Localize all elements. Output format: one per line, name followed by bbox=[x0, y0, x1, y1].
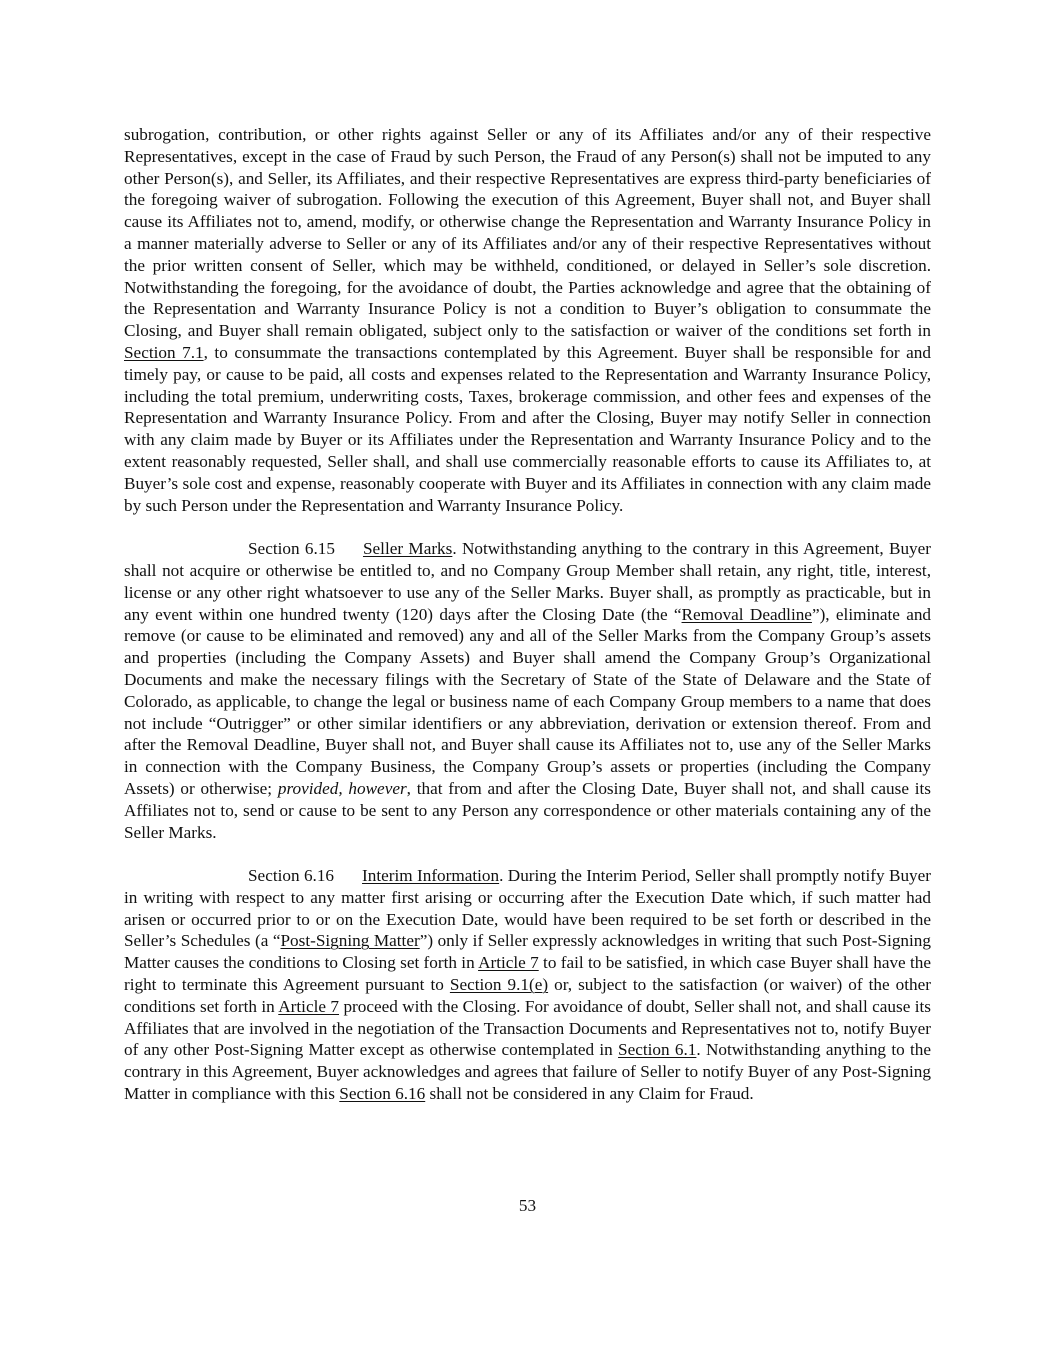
section-heading-seller-marks: Seller Marks bbox=[362, 539, 453, 559]
text-run: . During the Interim Period, Seller shall promptly notify Buyer in writing with respect to any matter first arising or occurring after the Execution Date which, if such matter had arisen or occurred prior to or on the Execution Date, would have been required to be set forth or described in the Seller’s Schedules (a “ bbox=[124, 866, 931, 951]
text-run: , to consummate the transactions contemplated by this Agreement. Buyer shall be responsible for and timely pay, or cause to be paid, all costs and expenses related to the Representation and Warranty Insurance Policy, including the total premium, underwriting costs, Taxes, brokerage commission, and other fees and expenses of the Representation and Warranty Insurance Policy. From and after the Closing, Buyer may notify Seller in connection with any claim made by Buyer or its Affiliates under the Representation and Warranty Insurance Policy and to the extent reasonably requested, Seller shall, and shall use commercially reasonable efforts to cause its Affiliates to, at Buyer’s sole cost and expense, reasonably cooperate with Buyer and its Affiliates in connection with any claim made by such Person under the Representation and Warranty Insurance Policy. bbox=[124, 342, 931, 515]
cross-reference-section-6-16: Section 6.16 bbox=[339, 1084, 426, 1104]
paragraph-section-6-15 bbox=[124, 538, 931, 843]
page-number: 53 bbox=[518, 1196, 537, 1215]
proviso-italic: provided, however bbox=[277, 778, 407, 798]
defined-term-removal-deadline: Removal Deadline bbox=[681, 604, 812, 624]
section-number: Section 6.16 bbox=[248, 866, 335, 886]
text-run: shall not be considered in any Claim for Fraud. bbox=[425, 1084, 754, 1104]
text-run: ”) only if Seller expressly acknowledges in writing that such Post-Signing Matter causes the conditions to Closing set forth in bbox=[124, 931, 931, 973]
cross-reference-section-7-1: Section 7.1 bbox=[124, 342, 204, 362]
cross-reference-section-9-1-e: Section 9.1(e) bbox=[449, 975, 549, 995]
cross-reference-article-7: Article 7 bbox=[278, 996, 340, 1016]
paragraph-rw-insurance-continued bbox=[124, 124, 931, 516]
section-heading-interim-information: Interim Information bbox=[362, 866, 500, 886]
text-run: , that from and after the Closing Date, Buyer shall not, and shall cause its Affiliates not to, send or cause to be sent to any Person any correspondence or other materials containing any of the Seller Marks. bbox=[124, 778, 931, 842]
text-run: ”), eliminate and remove (or cause to be eliminated and removed) any and all of the Seller Marks from the Company Group’s assets and properties (including the Company Assets) and Buyer shall amend the Company Group’s Organizational Documents and make the necessary filings with the Secretary of State of the State of Delaware and the State of Colorado, as applicable, to change the legal or business name of each Company Group members to a name that does not include “Outrigger” or other similar identifiers or any abbreviation, derivation or extension thereof. From and after the Removal Deadline, Buyer shall not, and Buyer shall cause its Affiliates not to, use any of the Seller Marks in connection with the Company Business, the Company Group’s assets or properties (including the Company Assets) or otherwise; bbox=[124, 604, 932, 798]
text-run: subrogation, contribution, or other rights against Seller or any of its Affiliates and/or any of their respective Representatives, except in the case of Fraud by such Person, the Fraud of any Person(s) shall not be imputed to any other Person(s), and Seller, its Affiliates, and their respective Representatives are express third-party beneficiaries of the foregoing waiver of subrogation. Following the execution of this Agreement, Buyer shall not, and Buyer shall cause its Affiliates not to, amend, modify, or otherwise change the Representation and Warranty Insurance Policy in a manner materially adverse to Seller or any of its Affiliates and/or any of their respective Representatives without the prior written consent of Seller, which may be withheld, conditioned, or delayed in Seller’s sole discretion. Notwithstanding the foregoing, for the avoidance of doubt, the Parties acknowledge and agree that the obtaining of the Representation and Warranty Insurance Policy is not a condition to Buyer’s obligation to consummate the Closing, and Buyer shall remain obligated, subject only to the satisfaction or waiver of the conditions set forth in bbox=[124, 125, 931, 341]
text-run: proceed with the Closing. For avoidance of doubt, Seller shall not, and shall cause its Affiliates that are involved in the negotiation of the Transaction Documents and Representatives not to, notify Buyer of any other Post-Signing Matter except as otherwise contemplated in bbox=[124, 996, 931, 1060]
defined-term-post-signing-matter: Post-Signing Matter bbox=[280, 931, 420, 951]
text-run: to fail to be satisfied, in which case Buyer shall have the right to terminate this Agreement pursuant to bbox=[124, 953, 931, 995]
text-run: . Notwithstanding anything to the contrary in this Agreement, Buyer shall not acquire or otherwise be entitled to, and no Company Group Member shall retain, any right, title, interest, license or any other right whatsoever to use any of the Seller Marks. Buyer shall, as promptly as practicable, but in any event within one hundred twenty (120) days after the Closing Date (the “ bbox=[124, 539, 931, 624]
cross-reference-article-7: Article 7 bbox=[478, 953, 539, 973]
paragraph-section-6-16 bbox=[124, 865, 931, 1105]
text-run: or, subject to the satisfaction (or waiver) of the other conditions set forth in bbox=[124, 975, 931, 1016]
section-number: Section 6.15 bbox=[248, 539, 335, 559]
text-run: . Notwithstanding anything to the contrary in this Agreement, Buyer acknowledges and agrees that failure of Seller to notify Buyer of any Post-Signing Matter in compliance with this bbox=[124, 1040, 931, 1104]
document-page bbox=[124, 124, 931, 1127]
cross-reference-section-6-1: Section 6.1 bbox=[618, 1040, 697, 1060]
